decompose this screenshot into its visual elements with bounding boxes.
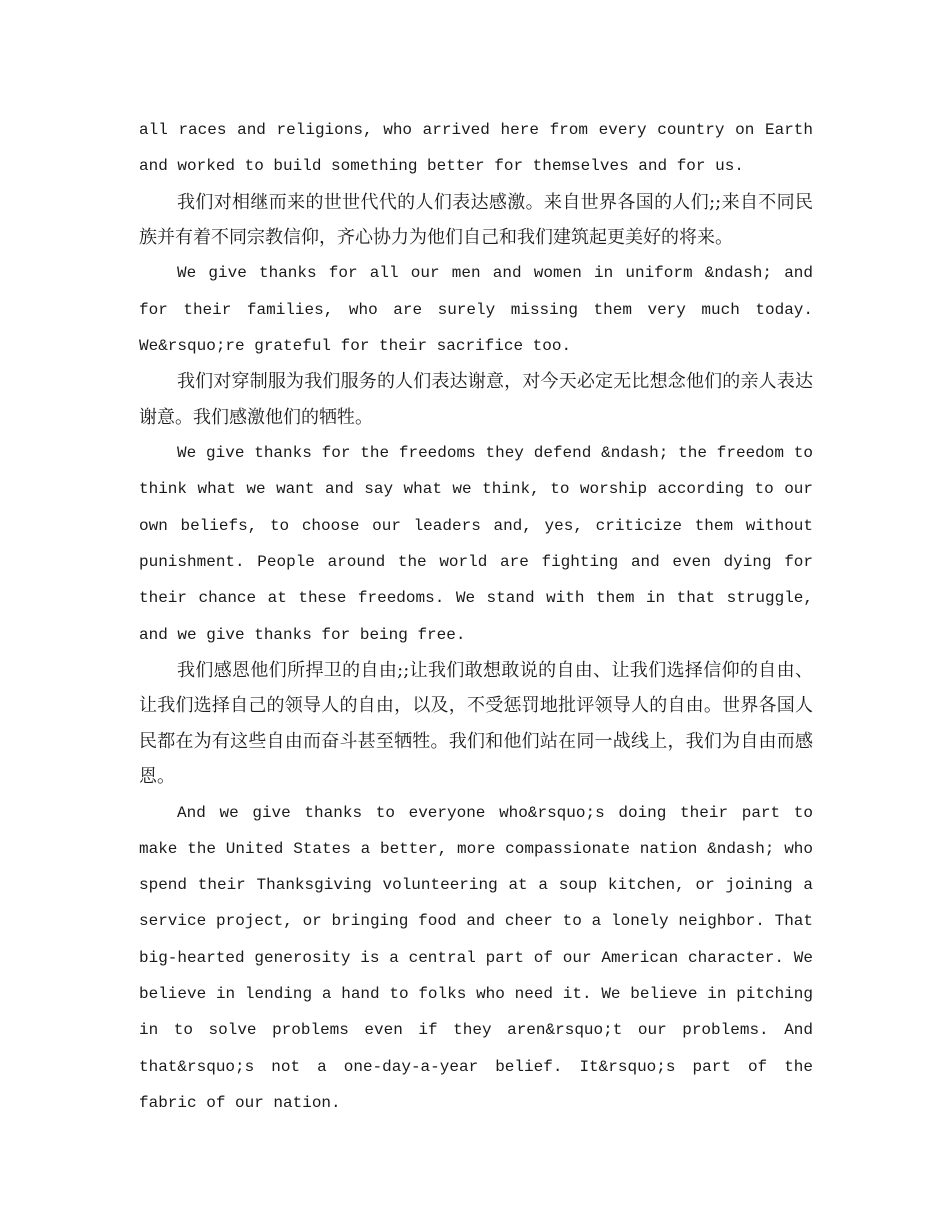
paragraph-en-3: We give thanks for the freedoms they defend &ndash; the freedom to think what we want and say what we think, to worship according to our own beliefs, to choose our leaders and, yes, criticize them without punishment. People around the world are fighting and even dying for their chance at these freedoms. We stand with them in that struggle, and we give thanks for being free. bbox=[139, 444, 813, 644]
document-page bbox=[139, 112, 813, 1121]
paragraph-en-2: We give thanks for all our men and women in uniform &ndash; and for their families, who are surely missing them very much today. We&rsquo;re grateful for their sacrifice too. bbox=[139, 264, 813, 355]
paragraph-en-1: all races and religions, who arrived here from every country on Earth and worked to build something better for themselves and for us. bbox=[139, 121, 813, 176]
paragraph-zh-1: 我们对相继而来的世世代代的人们表达感激。来自世界各国的人们;;来自不同民族并有着不同宗教信仰，齐心协力为他们自己和我们建筑起更美好的将来。 bbox=[139, 191, 813, 248]
paragraph-zh-3: 我们感恩他们所捍卫的自由;;让我们敢想敢说的自由、让我们选择信仰的自由、让我们选择自己的领导人的自由，以及，不受惩罚地批评领导人的自由。世界各国人民都在为有这些自由而奋斗甚至牺牲。我们和他们站在同一战线上，我们为自由而感恩。 bbox=[139, 659, 813, 788]
paragraph-zh-2: 我们对穿制服为我们服务的人们表达谢意，对今天必定无比想念他们的亲人表达谢意。我们感激他们的牺牲。 bbox=[139, 371, 813, 428]
paragraph-en-4: And we give thanks to everyone who&rsquo;s doing their part to make the United States a better, more compassionate nation &ndash; who spend their Thanksgiving volunteering at a soup kitchen, or joining a service project, or bringing food and cheer to a lonely neighbor. That big-hearted generosity is a central part of our American character. We believe in lending a hand to folks who need it. We believe in pitching in to solve problems even if they aren&rsquo;t our problems. And that&rsquo;s not a one-day-a-year belief. It&rsquo;s part of the fabric of our nation. bbox=[139, 803, 813, 1112]
